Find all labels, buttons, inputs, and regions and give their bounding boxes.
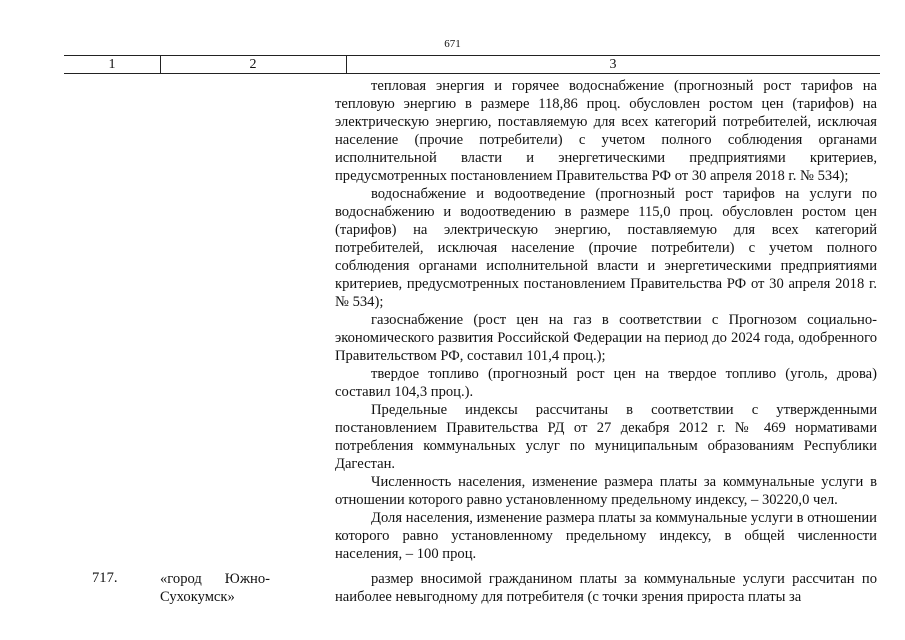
- paragraph-solid-fuel: твердое топливо (прогнозный рост цен на твердое топливо (уголь, дрова) составил 104,3 проц.).: [335, 366, 877, 400]
- row-717-number: 717.: [92, 570, 118, 586]
- page-number: 671: [444, 38, 461, 50]
- row-716-description: [335, 77, 877, 563]
- row-717-municipality: «город Южно-Сухокумск»: [160, 571, 270, 605]
- table-header-col-1: 1: [64, 56, 161, 73]
- table-header-col-3: 3: [609, 57, 617, 72]
- paragraph-gas-supply: газоснабжение (рост цен на газ в соответствии с Прогнозом социально-экономического развития Российской Федерации на период до 2024 года, одобренного Правительством РФ, составил 101,4 проц.);: [335, 312, 877, 364]
- paragraph-water-supply: водоснабжение и водоотведение (прогнозный рост тарифов на услуги по водоснабжению и водоотведению в размере 115,0 проц. обусловлен ростом цен (тарифов) на электрическую энергию, поставляемую для всех категорий потребителей, исключая население (прочие потребители) с учетом полного соблюдения органами исполнительной власти и энергетическими предприятиями критериев, предусмотренных постановлением Правительства РФ от 30 апреля 2018 г. № 534);: [335, 186, 877, 310]
- paragraph-heat-supply: тепловая энергия и горячее водоснабжение (прогнозный рост тарифов на тепловую энергию в размере 118,86 проц. обусловлен ростом цен (тарифов) на электрическую энергию, поставляемую для всех категорий потребителей, исключая население (прочие потребители) с учетом полного соблюдения органами исполнительной власти и энергетическими предприятиями критериев, предусмотренных постановлением Правительства РФ от 30 апреля 2018 г. № 534);: [335, 78, 877, 184]
- paragraph-population-share: Доля населения, изменение размера платы за коммунальные услуги в отношении которого равно установленному предельному индексу, в общей численности населения, – 100 проц.: [335, 510, 877, 562]
- row-717-description: [335, 570, 877, 606]
- paragraph-population-count: Численность населения, изменение размера платы за коммунальные услуги в отношении которого равно установленному предельному индексу, – 30220,0 чел.: [335, 474, 877, 508]
- table-header-col-2: 2: [160, 56, 347, 73]
- paragraph-limit-indices: Предельные индексы рассчитаны в соответствии с утвержденными постановлением Правительства РД от 27 декабря 2012 г. № 469 нормативами потребления коммунальных услуг по муниципальным образованиям Республики Дагестан.: [335, 402, 877, 472]
- paragraph-row-717: размер вносимой гражданином платы за коммунальные услуги рассчитан по наиболее невыгодному для потребителя (с точки зрения прироста платы за: [335, 571, 877, 605]
- table-header-row: [64, 55, 880, 74]
